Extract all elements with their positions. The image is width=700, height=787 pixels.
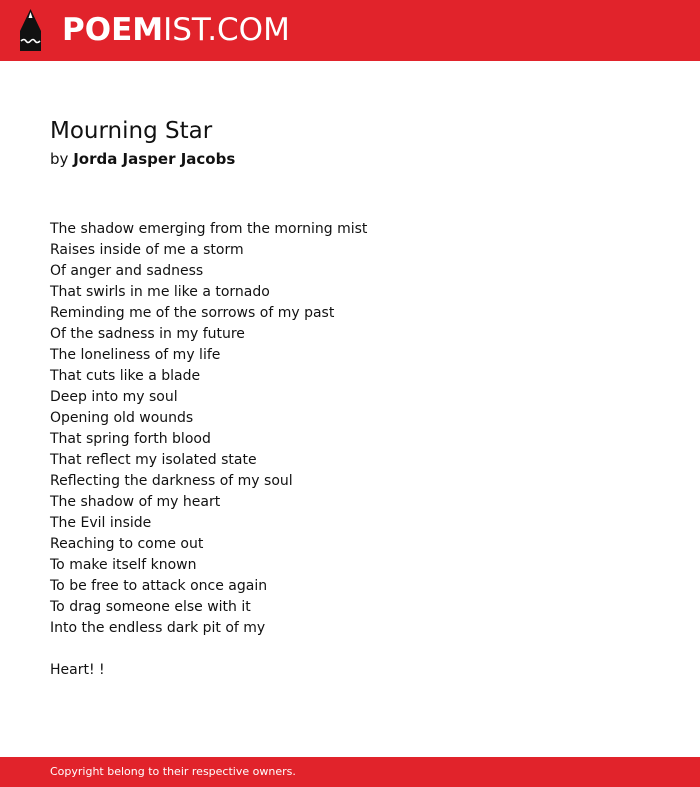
poem-line: Raises inside of me a storm (50, 242, 244, 258)
poem-line: The Evil inside (50, 515, 152, 531)
poem-line: That reflect my isolated state (50, 452, 257, 468)
poem-body (50, 219, 367, 681)
poem-line: That cuts like a blade (50, 368, 201, 384)
footer-bar (0, 757, 700, 787)
header-bar (0, 0, 700, 61)
pencil-logo-icon[interactable] (17, 9, 44, 51)
byline (50, 149, 235, 169)
poem-line: Reminding me of the sorrows of my past (50, 305, 335, 321)
poem-line: Reaching to come out (50, 536, 204, 552)
poem-line: The shadow emerging from the morning mist (50, 221, 368, 237)
copyright-text: Copyright belong to their respective owners. (50, 765, 296, 778)
poem-final-line: Heart! ! (50, 662, 105, 678)
poem-line: Of the sadness in my future (50, 326, 245, 342)
poem-line: To be free to attack once again (50, 578, 268, 594)
site-logo[interactable] (62, 12, 290, 48)
poem-line: Opening old wounds (50, 410, 194, 426)
poem-line: Deep into my soul (50, 389, 178, 405)
poem-line: The shadow of my heart (50, 494, 221, 510)
poem-line: That swirls in me like a tornado (50, 284, 270, 300)
poem-line: Of anger and sadness (50, 263, 204, 279)
poem-line: Into the endless dark pit of my (50, 620, 266, 636)
poem-line: To make itself known (50, 557, 197, 573)
poem-line: To drag someone else with it (50, 599, 251, 615)
by-label: by (50, 150, 69, 168)
poem-line: Reflecting the darkness of my soul (50, 473, 293, 489)
poem-title: Mourning Star (50, 118, 213, 144)
logo-text-bold: POEM (62, 12, 164, 48)
poem-line: The loneliness of my life (50, 347, 221, 363)
poem-line: That spring forth blood (50, 431, 211, 447)
author-name: Jorda Jasper Jacobs (73, 150, 236, 168)
logo-text-light: IST.COM (163, 12, 290, 48)
